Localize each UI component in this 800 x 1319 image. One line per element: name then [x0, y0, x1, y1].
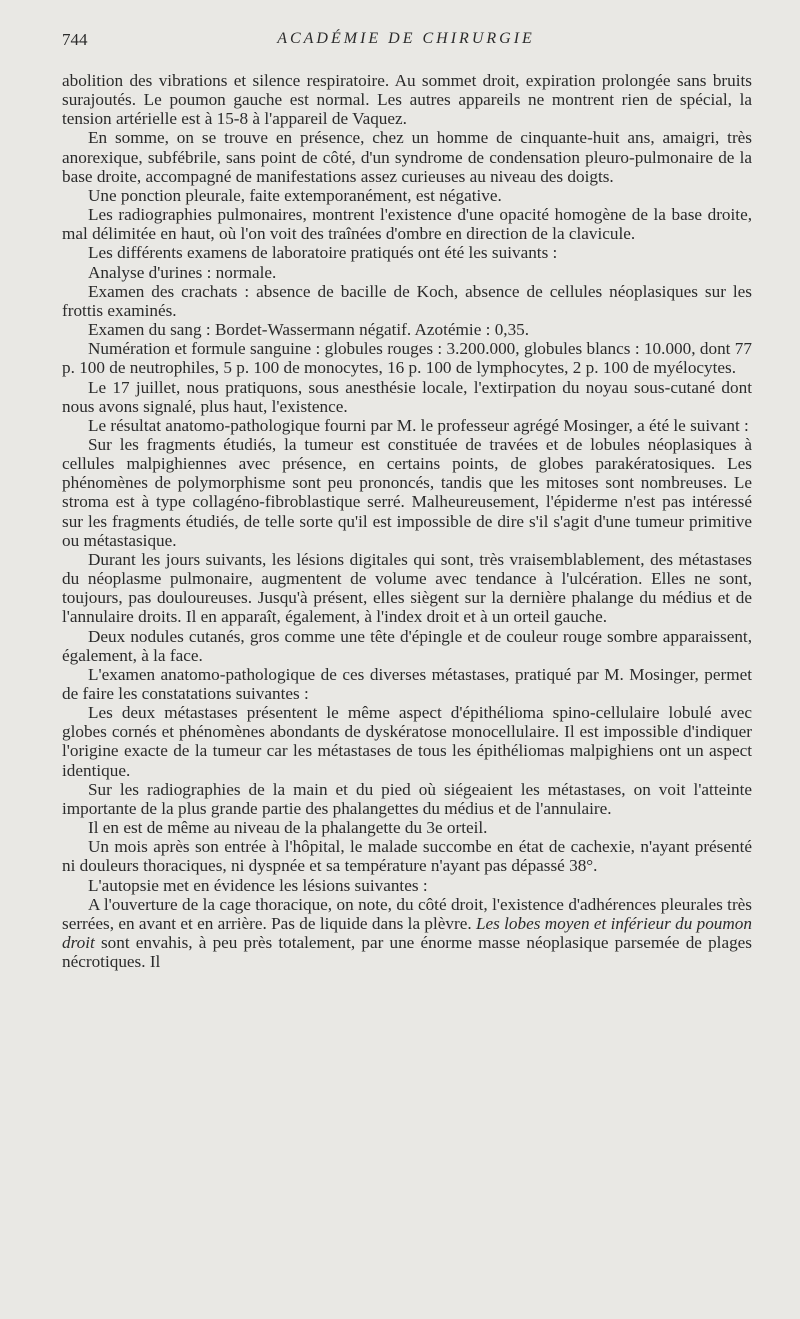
paragraph: Deux nodules cutanés, gros comme une tête d'épingle et de couleur rouge sombre apparaissent, également, à la face.: [62, 626, 752, 665]
paragraph: Les différents examens de laboratoire pratiqués ont été les suivants :: [88, 243, 558, 263]
paragraph: abolition des vibrations et silence respiratoire. Au sommet droit, expiration prolongée sans bruits surajoutés. Le poumon gauche est normal. Les autres appareils ne montrent rien de spécial, la tension artérielle est à 15-8 à l'appareil de Vaquez.: [62, 71, 752, 129]
paragraph: Numération et formule sanguine : globules rouges : 3.200.000, globules blancs : 10.000, dont 77 p. 100 de neutrophiles, 5 p. 100 de monocytes, 16 p. 100 de lymphocytes, 2 p. 100 de myélocytes.: [62, 339, 752, 378]
page-number: 744: [62, 30, 88, 49]
paragraph: Durant les jours suivants, les lésions digitales qui sont, très vraisemblablement, des métastases du néoplasme pulmonaire, augmentent de volume avec tendance à l'ulcération. Elles ne sont, toujours, pas douloureuses. Jusqu'à présent, elles siègent sur la dernière phalange du médius et de l'annulaire droits. Il en apparaît, également, à l'index droit et à un orteil gauche.: [62, 549, 752, 627]
paragraph: En somme, on se trouve en présence, chez un homme de cinquante-huit ans, amaigri, très anorexique, subfébrile, sans point de côté, d'un syndrome de condensation pleuro-pulmonaire de la base droite, accompagné de manifestations assez curieuses au niveau des doigts.: [62, 128, 752, 186]
paragraph: Le 17 juillet, nous pratiquons, sous anesthésie locale, l'extirpation du noyau sous-cutané dont nous avons signalé, plus haut, l'existence.: [62, 377, 752, 416]
paragraph-lead: A l'ouverture de la cage thoracique, on note, du côté droit, l'existence d'adhérences pleurales très serrées, en avant et en arrière. Pas de liquide dans la plèvre.: [62, 894, 752, 933]
paragraph: Examen des crachats : absence de bacille de Koch, absence de cellules néoplasiques sur les frottis examinés.: [62, 281, 752, 320]
italic-phrase: Les lobes moyen et inférieur du poumon droit: [62, 913, 752, 953]
paragraph: Les radiographies pulmonaires, montrent l'existence d'une opacité homogène de la base droite, mal délimitée en haut, où l'on voit des traînées d'ombre en direction de la clavicule.: [62, 205, 752, 244]
paragraph: L'examen anatomo-pathologique de ces diverses métastases, pratiqué par M. Mosinger, permet de faire les constatations suivantes :: [62, 664, 752, 703]
body-text: [62, 71, 752, 971]
paragraph: Il en est de même au niveau de la phalangette du 3e orteil.: [88, 818, 488, 838]
paragraph: Sur les fragments étudiés, la tumeur est constituée de travées et de lobules néoplasiques à cellules malpighiennes avec présence, en certains points, de globes parakératosiques. Les phénomènes de polymorphisme sont peu prononcés, tandis que les mitoses sont nombreuses. Le stroma est à type collagéno-fibroblastique serré. Malheureusement, l'épiderme n'est pas intéressé sur les fragments étudiés, de telle sorte qu'il est impossible de dire s'il s'agit d'une tumeur primitive ou métastasique.: [62, 434, 752, 550]
page-header: [62, 30, 750, 56]
paragraph: Une ponction pleurale, faite extemporanément, est négative.: [88, 185, 502, 205]
running-title: ACADÉMIE DE CHIRURGIE: [277, 30, 535, 47]
paragraph: Les deux métastases présentent le même aspect d'épithélioma spino-cellulaire lobulé avec globes cornés et phénomènes abondants de dyskératose monocellulaire. Il est impossible d'indiquer l'origine exacte de la tumeur car les métastases de tous les épithéliomas malpighiens ont un aspect identique.: [62, 703, 752, 780]
paragraph: Un mois après son entrée à l'hôpital, le malade succombe en état de cachexie, n'ayant présenté ni douleurs thoraciques, ni dyspnée et sa température n'ayant pas dépassé 38°.: [62, 837, 752, 876]
paragraph-tail: sont envahis, à peu près totalement, par une énorme masse néoplasique parsemée de plages nécrotiques. Il: [62, 933, 752, 972]
paragraph: Sur les radiographies de la main et du pied où siégeaient les métastases, on voit l'atteinte importante de la plus grande partie des phalangettes du médius et de l'annulaire.: [62, 779, 752, 818]
paragraph: Le résultat anatomo-pathologique fourni par M. le professeur agrégé Mosinger, a été le suivant :: [88, 415, 749, 435]
paragraph: Analyse d'urines : normale.: [88, 262, 277, 282]
paragraph: Examen du sang : Bordet-Wassermann négatif. Azotémie : 0,35.: [88, 320, 530, 340]
paragraph: [62, 895, 752, 972]
paragraph: L'autopsie met en évidence les lésions suivantes :: [88, 875, 428, 895]
